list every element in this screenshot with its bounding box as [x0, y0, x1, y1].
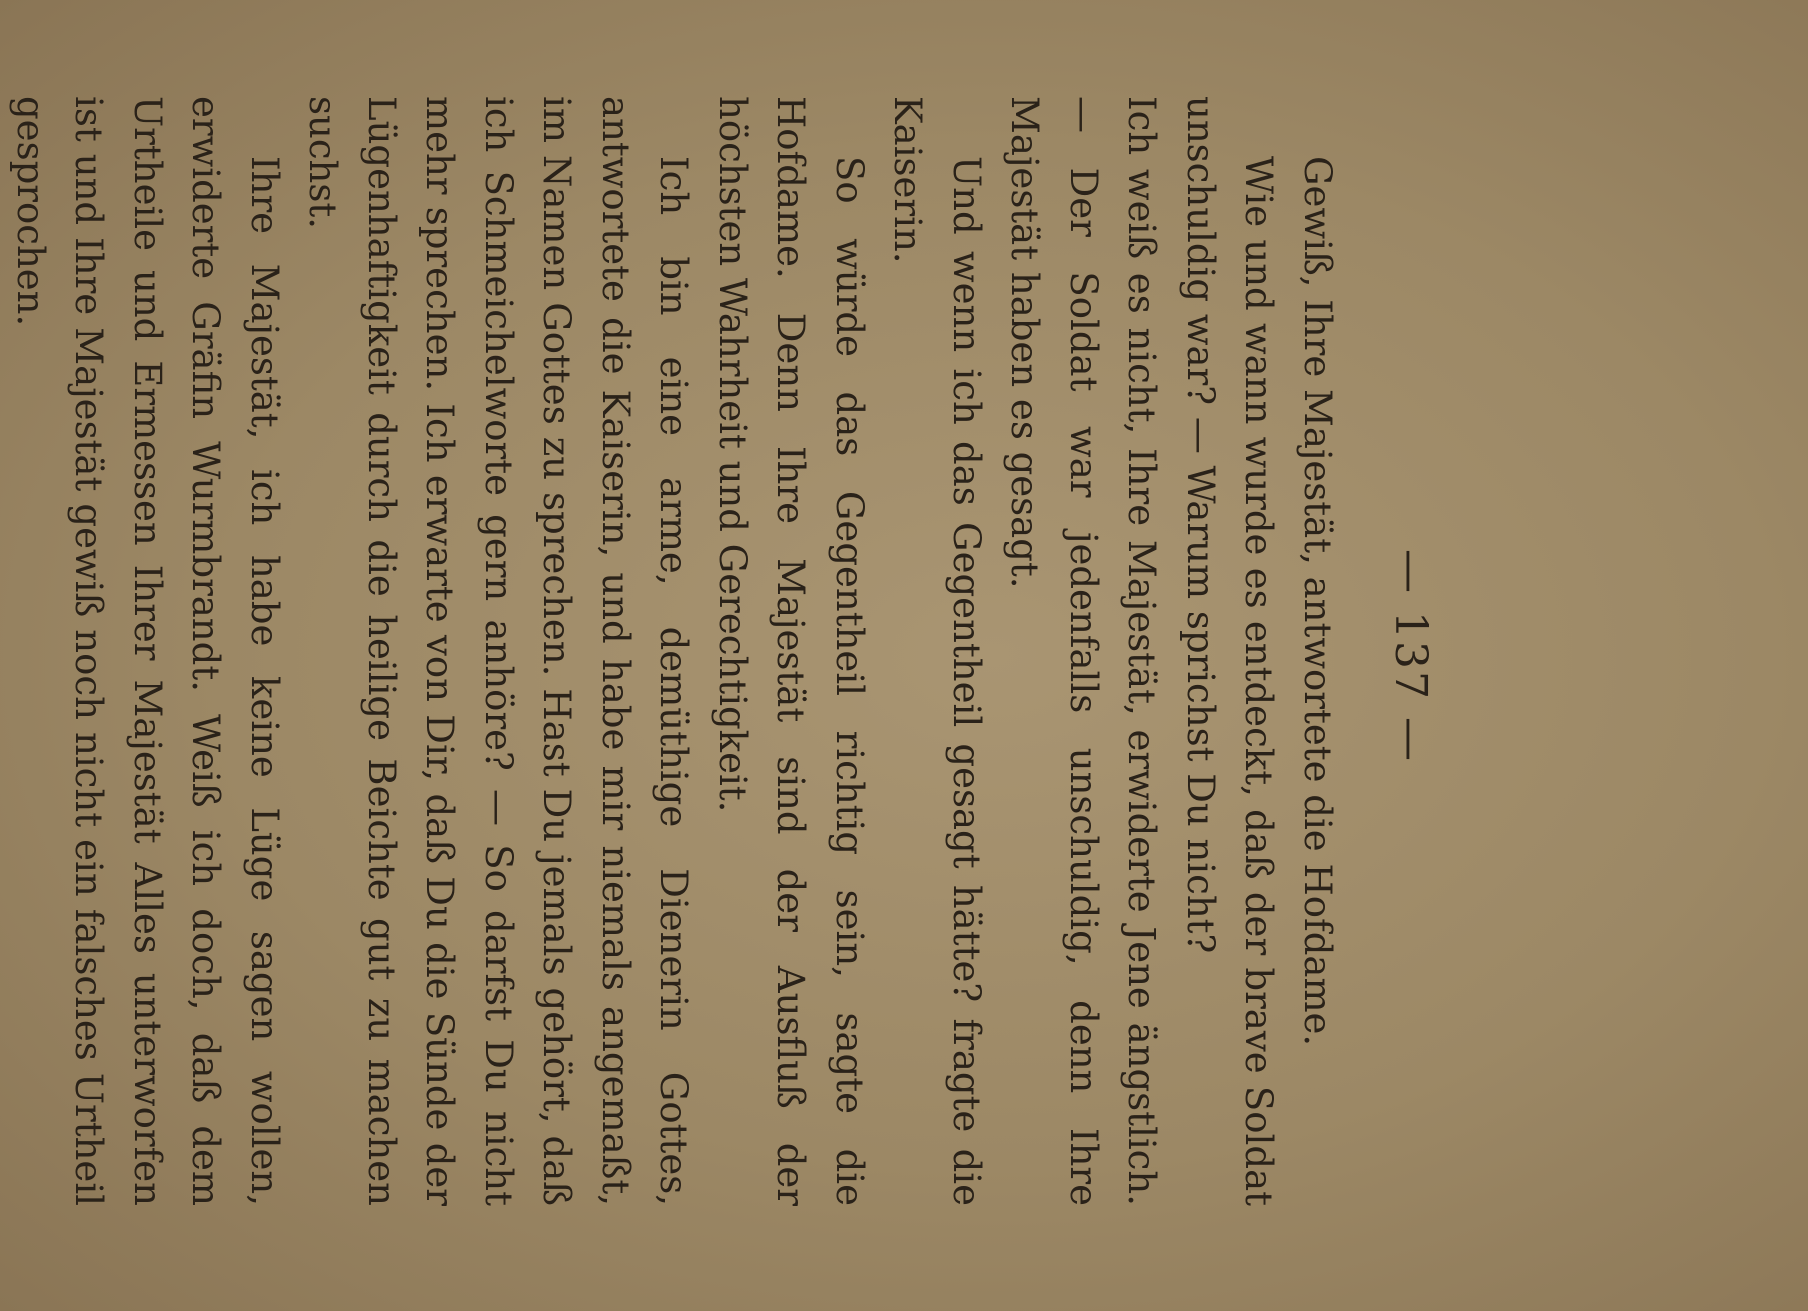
paragraph: Ihre Majestät, ich habe keine Lüge sagen wollen, erwiderte Gräfin Wurmbrandt. Weiß ich doch, daß dem Urtheile und Ermessen Ihrer Majestät Alles unterworfen ist und Ihre Majestät gewiß noch nicht ein falsches Urtheil gesprochen. — [9, 96, 286, 1206]
book-page — [0, 36, 1466, 1276]
paragraph: Ich weiß es nicht, Ihre Majestät, erwiderte Jene ängstlich. — Der Soldat war jedenfalls unschuldig, denn Ihre Majestät haben es gesagt. — [1003, 96, 1164, 1206]
paragraph: So würde das Gegentheil richtig sein, sagte die Hofdame. Denn Ihre Majestät sind der Ausfluß der höchsten Wahrheit und Gerechtigkeit. — [711, 96, 871, 1206]
page-body-text — [0, 96, 1346, 1206]
paragraph: Und wenn ich das Gegentheil gesagt hätte? fragte die Kaiserin. — [886, 96, 988, 1206]
paragraph: Wie und wann wurde es entdeckt, daß der brave Soldat unschuldig war? — Warum sprichst Du nicht? — [1179, 96, 1281, 1206]
page-number: — 137 — — [1385, 549, 1436, 763]
paragraph: Ich bin eine arme, demüthige Dienerin Gottes, antwortete die Kaiserin, und habe mir niemals angemaßt, im Namen Gottes zu sprechen. Hast Du jemals gehört, daß ich Schmeichelworte gern anhöre? — So darfst Du nicht mehr sprechen. Ich erwarte von Dir, daß Du die Sünde der Lügenhaftigkeit durch die heilige Beichte gut zu machen suchst. — [301, 96, 696, 1206]
paragraph: Gewiß, Ihre Majestät, antwortete die Hofdame. — [1296, 156, 1339, 1047]
